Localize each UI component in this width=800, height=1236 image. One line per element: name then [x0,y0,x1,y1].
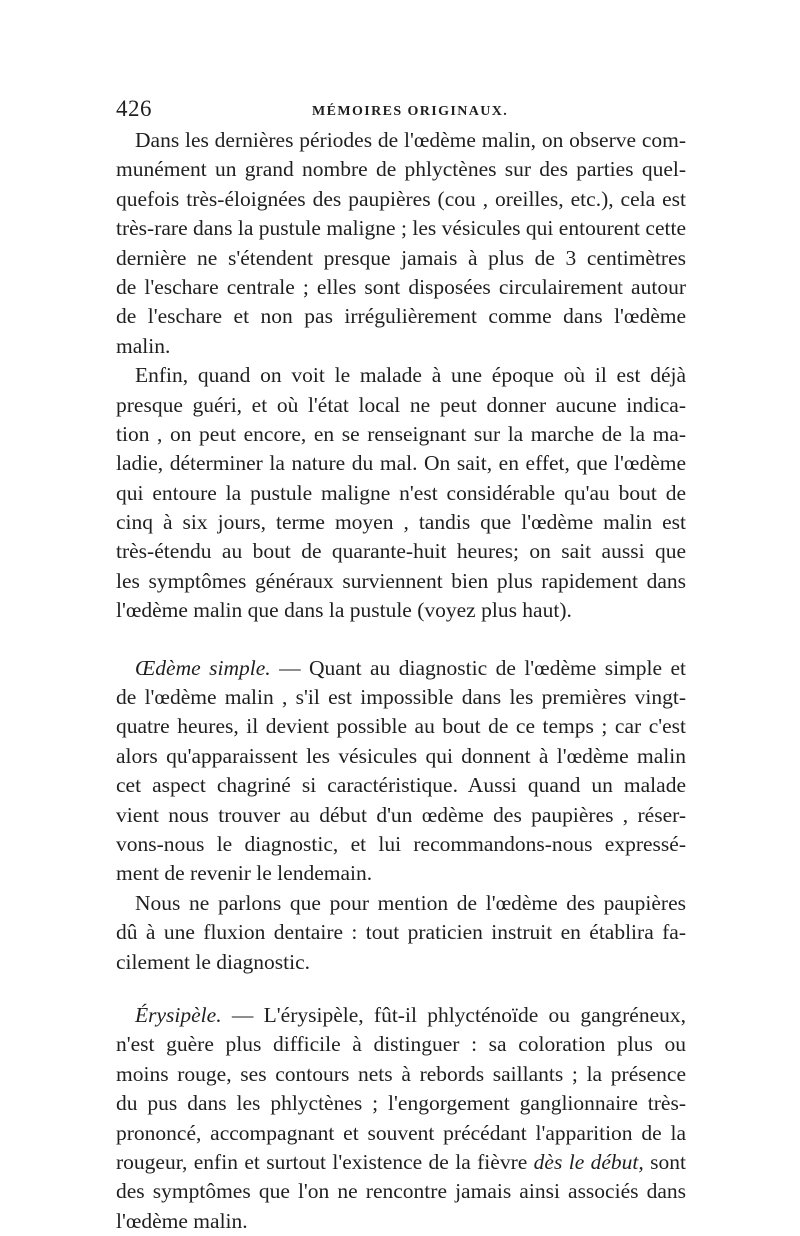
paragraph-2 [116,361,686,626]
text-line: alors qu'apparaissent les vésicules qui donnent à l'œdème malin [116,743,686,768]
text-line: l'œdème malin que dans la pustule (voyez plus haut). [116,598,572,623]
section-heading-oedeme-simple: Œdème simple. [135,655,271,680]
text-line: cinq à six jours, terme moyen , tandis que l'œdème malin est [116,510,686,535]
text-line: Nous ne parlons que pour mention de l'œdème des paupières [135,890,686,915]
text-line: très-rare dans la pustule maligne ; les vésicules qui entourent cette [116,216,686,241]
paragraph-1 [116,126,686,361]
text-line: dernière ne s'étendent presque jamais à plus de 3 centimètres [116,245,686,270]
text-line [116,1001,686,1030]
text-line: l'œdème malin. [116,1208,248,1233]
text-line: vient nous trouver au début d'un œdème des paupières , réser- [116,802,686,827]
text-line: n'est guère plus difficile à distinguer : sa coloration plus ou [116,1032,686,1057]
text-line: prononcé, accompagnant et souvent précédant l'apparition de la [116,1120,686,1145]
running-head: MÉMOIRES ORIGINAUX. [312,104,509,119]
paragraph-4 [116,889,686,977]
text-run: rougeur, enfin et surtout l'existence de la fièvre [116,1149,534,1174]
text-line: des symptômes que l'on ne rencontre jamais ainsi associés dans [116,1179,686,1204]
text-run: — L'érysipèle, fût-il phlycténoïde ou gangréneux, [221,1002,686,1027]
text-line: malin. [116,333,171,358]
text-line: de l'œdème malin , s'il est impossible dans les premières vingt- [116,685,686,710]
text-line: presque guéri, et où l'état local ne peut donner aucune indica- [116,392,686,417]
section-oedeme-simple [116,654,686,889]
text-line: quefois très-éloignées des paupières (cou , oreilles, etc.), cela est [116,186,686,211]
text-line: ladie, déterminer la nature du mal. On sait, en effet, que l'œdème [116,451,686,476]
page-number: 426 [116,96,152,121]
section-gap [116,626,686,654]
text-line: les symptômes généraux surviennent bien plus rapidement dans [116,568,686,593]
text-line: munément un grand nombre de phlyctènes sur des parties quel- [116,157,686,182]
text-line: cet aspect chagriné si caractéristique. Aussi quand un malade [116,773,686,798]
text-line [116,654,686,683]
text-line: quatre heures, il devient possible au bout de ce temps ; car c'est [116,714,686,739]
text-line: moins rouge, ses contours nets à rebords saillants ; la présence [116,1061,686,1086]
text-line: Enfin, quand on voit le malade à une époque où il est déjà [135,363,686,388]
text-run: sont [643,1149,686,1174]
text-line: vons-nous le diagnostic, et lui recommandons-nous expressé- [116,831,686,856]
section-erysipele [116,1001,686,1236]
text-line: du pus dans les phlyctènes ; l'engorgement ganglionnaire très- [116,1091,686,1116]
text-line: dû à une fluxion dentaire : tout praticien instruit en établira fa- [116,920,686,945]
text-line: ment de revenir le lendemain. [116,861,373,886]
emphasis-text: dès le début, [533,1149,644,1174]
page-header [116,96,686,124]
text-run: — Quant au diagnostic de l'œdème simple et [270,655,687,680]
text-line: tion , on peut encore, en se renseignant sur la marche de la ma- [116,421,686,446]
section-heading-erysipele: Érysipèle. [135,1002,222,1027]
body-text [116,126,686,1236]
text-line: cilement le diagnostic. [116,949,311,974]
text-line: de l'eschare et non pas irrégulièrement comme dans l'œdème [116,304,686,329]
text-line: très-étendu au bout de quarante-huit heures; on sait aussi que [116,539,686,564]
section-gap [116,977,686,1001]
text-line [116,1148,686,1177]
text-line: de l'eschare centrale ; elles sont disposées circulairement autour [116,274,686,299]
text-line: Dans les dernières périodes de l'œdème malin, on observe com- [135,128,686,152]
text-line: qui entoure la pustule maligne n'est considérable qu'au bout de [116,480,686,505]
